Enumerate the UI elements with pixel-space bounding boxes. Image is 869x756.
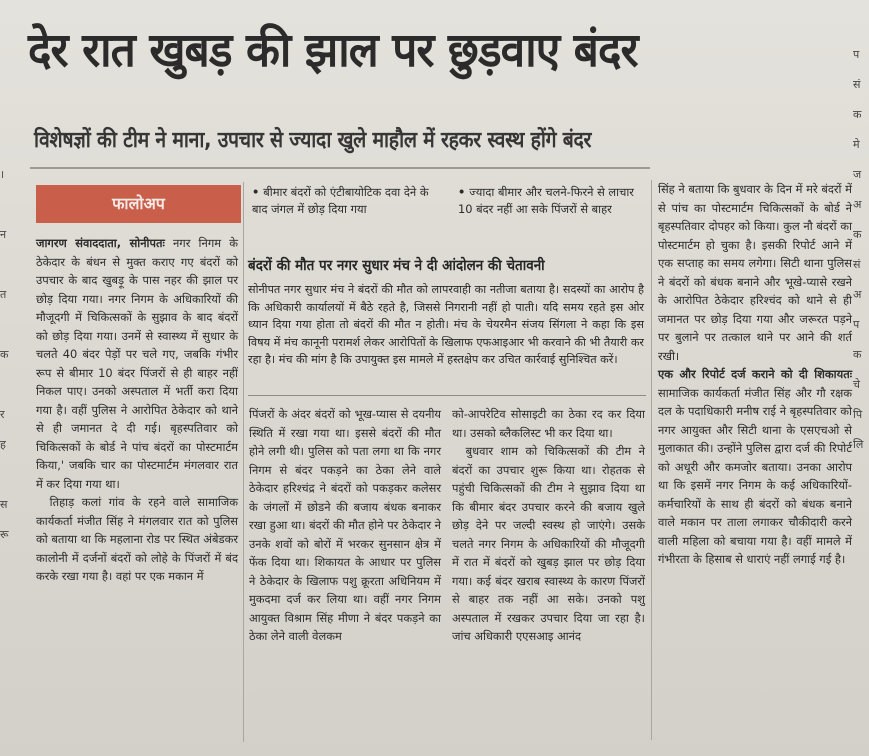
followup-tag: फालोअप — [36, 185, 241, 223]
box-title: बंदरों की मौत पर नगर सुधार मंच ने दी आंदोलन की चेतावनी — [248, 258, 545, 274]
article-column-4 — [658, 180, 852, 569]
column-text: नगर निगम के ठेकेदार के बंधन से मुक्त कराए गए बंदरों को उपचार के बाद खुबड़ू के पास नहर की झाल पर छोड़ दिया गया। नगर निगम के अधिकारियों की मौजूदगी में चिकित्सकों के सुझाव के बाद बंदरों को छोड़ दिया गया। उनमें से स्वास्थ्य में सुधार के चलते 40 बंदर पेड़ों पर चले गए, जबकि गंभीर रूप से बीमार 10 बंदर पिंजरों से ही बाहर नहीं निकल पाए। उनको अस्पताल में भर्ती करा दिया गया है। वहीं पुलिस ने आरोपित ठेकेदार को थाने से ही जमानत दे दी गई। बृहस्पतिवार को चिकित्सकों के बोर्ड ने पांच बंदरों का पोस्टमार्टम किया,' जबकि चार का पोस्टमार्टम मंगलवार रात में कर दिया गया था। — [36, 236, 238, 491]
bullet-text: ज्यादा बीमार और चलने-फिरने से लाचार 10 बंदर नहीं आ सके पिंजरों से बाहर — [458, 185, 634, 216]
column-text: बुधवार शाम को चिकित्सकों की टीम ने बंदरों का उपचार शुरू किया था। रोहतक से पहुंची चिकित्सकों की टीम ने सुझाव दिया था कि बीमार बंदर उपचार करने की बजाय खुले छोड़ देने पर जल्दी स्वस्थ हो जाएंगे। उसके चलते नगर निगम के अधिकारियों की मौजूदगी में रात में बंदरों को खुबड़ झाल पर छोड़ दिया गया। कई बंदर खराब स्वास्थ्य के कारण पिंजरों से बाहर तक नहीं आ सके। उनको पशु अस्पताल में रखकर उपचार दिया जा रहा है। जांच अधिकारी एएसआइ आनंद — [452, 444, 645, 643]
article-column-1 — [36, 234, 238, 586]
left-edge-fragments: । न त क र ह स रू — [0, 168, 9, 541]
column-text: सिंह ने बताया कि बुधवार के दिन में मरे बंदरों में से पांच का पोस्टमार्टम चिकित्सकों के बोर्ड ने बृहस्पतिवार दोपहर को किया। कुल नौ बंदरों का पोस्टमार्टम हो चुका है। इसकी रिपोर्ट आने में एक सप्ताह का समय लगेगा। सिटी थाना पुलिस ने बंदरों को बंधक बनाने और भूखे-प्यासे रखने के आरोपित ठेकेदार हरिश्चंद को थाने से ही जमानत पर छोड़ दिया गया और जरूरत पड़ने पर बुलाने पर तत्काल थाने पर आने की शर्त रखी। — [658, 182, 852, 363]
column-text: सामाजिक कार्यकर्ता मंजीत सिंह और गौ रक्षक दल के पदाधिकारी मनीष राई ने बृहस्पतिवार को नगर आयुक्त और सिटी थाना के एसएचओ से मुलाकात की। उन्होंने पुलिस द्वारा दर्ज की रिपोर्ट को अधूरी और कमजोर बताया। उनका आरोप था कि इसमें नगर निगम के कई अधिकारियों-कर्मचारियों के साथ ही बंदरों को बंधक बनाने वाले मकान पर ताला लगाकर चौकीदारी करने वाली महिला को बचाया गया है। वहीं मामले में गंभीरता के हिसाब से धाराएं नहीं लगाई गई है। — [658, 385, 852, 566]
article-column-3 — [452, 405, 645, 646]
subheadline: विशेषज्ञों की टीम ने माना, उपचार से ज्यादा खुले माहौल में रहकर स्वस्थ होंगे बंदर — [34, 128, 592, 153]
bullet-marker: • — [252, 185, 264, 199]
bullet-text: बीमार बंदरों को एंटीबायोटिक दवा देने के बाद जंगल में छोड़ दिया गया — [252, 185, 429, 216]
byline: जागरण संवाददाता, सोनीपतः — [36, 236, 165, 250]
column-text: पिंजरों के अंदर बंदरों को भूख-प्यास से दयनीय स्थिति में रखा गया था। इससे बंदरों की मौत होने लगी थी। पुलिस को पता लगा था कि नगर निगम से बंदर पकड़ने का ठेका लेने वाले ठेकेदार हरिश्चंद्र ने बंदरों को पकड़कर कलेसर के जंगलों में छोडने की बजाय बंधक बनाकर रखा हुआ था। बंदरों की मौत होने पर ठेकेदार ने उनके शवों को बोरों में भरकर सुनसान क्षेत्र में फेंक दिया था। शिकायत के आधार पर पुलिस ने ठेकेदार के खिलाफ पशु क्रूरता अधिनियम में मुकदमा दर्ज कर लिया था। वहीं नगर निगम आयुक्त विश्राम सिंह मीणा ने बंदर पकड़ने का ठेका लेने वाली वेलकम — [249, 407, 441, 643]
column-text: तिहाड़ कलां गांव के रहने वाले सामाजिक कार्यकर्ता मंजीत सिंह ने मंगलवार रात को पुलिस को बताया था कि महलाना रोड पर स्थित अंबेडकर कालोनी में दर्जनों बंदरों को लोहे के पिंजरों में बंद करके रखा गया है। वहां पर एक मकान में — [36, 495, 238, 583]
box-text: सोनीपत नगर सुधार मंच ने बंदरों की मौत को लापरवाही का नतीजा बताया है। सदस्यों का आरोप है कि अधिकारी कार्यालयों में बैठे रहते है, जिससे निगरानी नहीं हो पाती। यदि समय रहते इस ओर ध्यान दिया गया होता तो बंदरों की मौत न होती। मंच के चेयरमैन संजय सिंगला ने कहा कि इस विषय में मंच कानूनी परामर्श लेकर आरोपितों के खिलाफ एफआइआर भी करवाने की भी तैयारी कर रहा है। मंच की मांग है कि उपायुक्त इस मामले में हस्तक्षेप कर उचित कार्रवाई सुनिश्चित करें। — [248, 283, 644, 366]
bullet-marker: • — [458, 185, 470, 199]
headline: देर रात खुबड़ की झाल पर छुड़वाए बंदर — [28, 23, 638, 78]
section-subhead: एक और रिपोर्ट दर्ज कराने को दी शिकायतः — [658, 367, 852, 381]
column-divider — [651, 180, 652, 740]
column-text: को-आपरेटिव सोसाइटी का ठेका रद कर दिया था। उसको ब्लैकलिस्ट भी कर दिया था। — [452, 407, 645, 440]
column-divider — [243, 182, 244, 742]
divider-rule — [30, 167, 650, 169]
box-divider — [248, 395, 646, 396]
article-column-2 — [249, 405, 441, 646]
right-edge-fragments: प सं क मे ज अ क सं अ प क चे पि लि — [853, 48, 864, 451]
bullet-point — [458, 184, 643, 218]
bullet-point — [252, 184, 447, 218]
